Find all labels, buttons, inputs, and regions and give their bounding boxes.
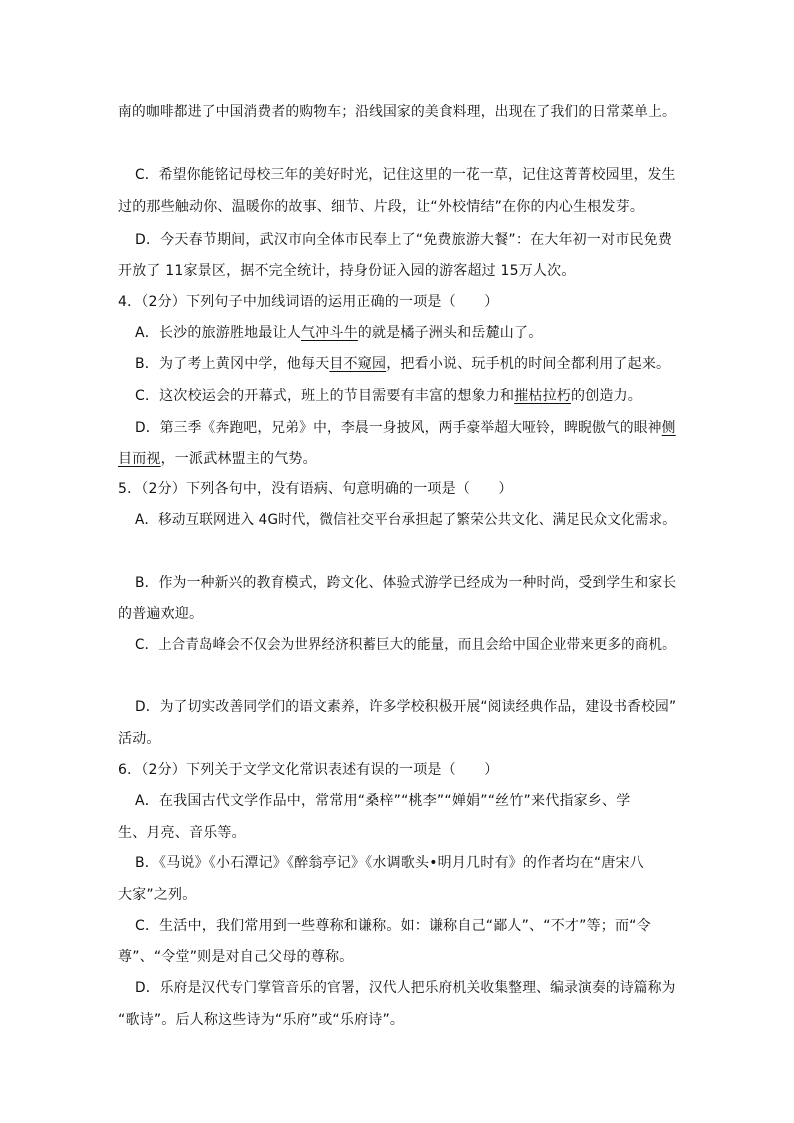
q6-stem: 6．（2分）下列关于文学文化常识表述有误的一项是（ ） [118, 762, 499, 778]
q6-option-a-line1: A．在我国古代文学作品中，常常用“桑梓”“桃李”“婵娟”“丝竹”来代指家乡、学 [135, 793, 631, 809]
q3-option-d-line1: D．今天春节期间，武汉市向全体市民奉上了“免费旅游大餐”：在大年初一对市民免费 [135, 232, 673, 248]
q6-option-c-line2: 尊”、“令堂”则是对自己父母的尊称。 [118, 949, 354, 965]
underlined-term: 侧 [661, 420, 676, 436]
q6-option-c-line1: C．生活中，我们常用到一些尊称和谦称。如：谦称自己“鄙人”、“不才”等；而“令 [135, 918, 651, 934]
q3-option-d-line2: 开放了 11家景区，据不完全统计，持身份证入园的游客超过 15万人次。 [118, 263, 576, 279]
q5-stem: 5．（2分）下列各句中，没有语病、句意明确的一项是（ ） [118, 481, 513, 497]
underlined-term: 摧枯拉朽 [514, 388, 571, 404]
q6-option-d-line2: “歌诗”。后人称这些诗为“乐府”或“乐府诗”。 [118, 1012, 405, 1028]
underlined-term: 目不窥园 [329, 356, 387, 372]
q6-option-b-line2: 大家”之列。 [118, 887, 197, 903]
q4-stem: 4．（2分）下列句子中加线词语的运用正确的一项是（ ） [118, 294, 499, 310]
q5-option-c: C．上合青岛峰会不仅会为世界经济积蓄巨大的能量，而且会给中国企业带来更多的商机。 [135, 637, 676, 653]
paragraph-continuation: 南的咖啡都进了中国消费者的购物车；沿线国家的美食料理，出现在了我们的日常菜单上。 [118, 104, 677, 120]
q4-option-d-line2: 目而视，一派武林盟主的气势。 [118, 451, 317, 467]
q6-option-b-line1: B．《马说》《小石潭记》《醉翁亭记》《水调歌头•明月几时有》的作者均在“唐宋八 [135, 855, 644, 871]
q5-option-a: A．移动互联网进入 4G时代，微信社交平台承担起了繁荣公共文化、满足民众文化需求。 [135, 512, 677, 528]
q6-option-a-line2: 生、月亮、音乐等。 [118, 825, 246, 841]
q4-option-b: B．为了考上黄冈中学，他每天目不窥园，把看小说、玩手机的时间全都利用了起来。 [135, 356, 671, 372]
q3-option-c-line1: C．希望你能铭记母校三年的美好时光，记住这里的一花一草，记住这菁菁校园里，发生 [135, 167, 676, 183]
q4-option-a: A．长沙的旅游胜地最让人气冲斗牛的就是橘子洲头和岳麓山了。 [135, 325, 543, 341]
q5-option-b-line1: B．作为一种新兴的教育模式，跨文化、体验式游学已经成为一种时尚，受到学生和家长 [135, 575, 677, 591]
q5-option-d-line2: 活动。 [118, 731, 161, 747]
underlined-term: 目而视 [118, 451, 161, 467]
q6-option-d-line1: D．乐府是汉代专门掌管音乐的官署，汉代人把乐府机关收集整理、编录演奏的诗篇称为 [135, 980, 676, 996]
q5-option-b-line2: 的普遍欢迎。 [118, 606, 204, 622]
q3-option-c-line2: 过的那些触动你、温暖你的故事、细节、片段，让“外校情结”在你的内心生根发芽。 [118, 199, 645, 215]
q5-option-d-line1: D．为了切实改善同学们的语文素养，许多学校积极开展“阅读经典作品，建设书香校园” [135, 699, 677, 715]
q4-option-d-line1: D．第三季《奔跑吧，兄弟》中，李晨一身披风，两手豪举超大哑铃，睥睨傲气的眼神侧 [135, 420, 676, 436]
underlined-term: 气冲斗牛 [300, 325, 358, 341]
q4-option-c: C．这次校运会的开幕式，班上的节目需要有丰富的想象力和摧枯拉朽的创造力。 [135, 388, 642, 404]
